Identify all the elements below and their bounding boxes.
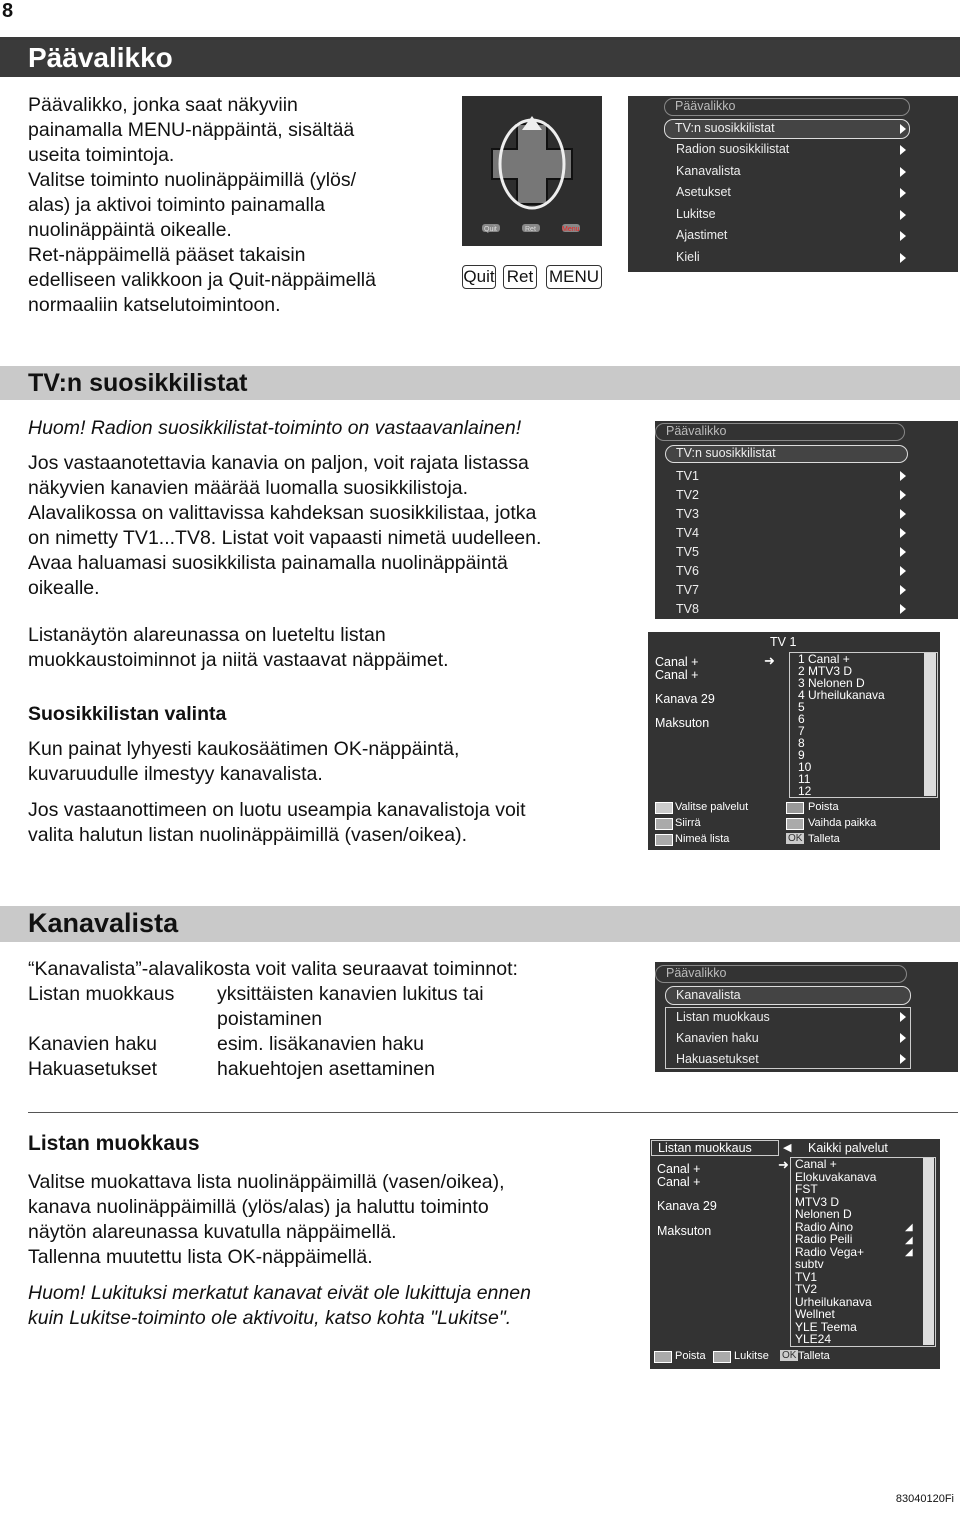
- text-line: Jos vastaanotettavia kanavia on paljon, voit rajata listassa: [28, 452, 529, 474]
- function-desc: esim. lisäkanavien haku: [217, 1033, 425, 1055]
- list-item[interactable]: YLE Teema: [795, 1319, 857, 1334]
- arrow-right-icon: [900, 528, 906, 538]
- key-label: Siirrä: [675, 817, 701, 829]
- main-menu-screen: [628, 96, 958, 272]
- note-text: Huom! Radion suosikkilistat-toiminto on vastaavanlainen!: [28, 417, 522, 439]
- text-line: kuin Lukitse-toiminto ole aktivoitu, katso kohta "Lukitse".: [28, 1307, 512, 1329]
- list-item[interactable]: 3 Nelonen D: [798, 676, 865, 690]
- function-row: [28, 1007, 638, 1032]
- red-key-icon: [786, 802, 804, 814]
- text-line: muokkaustoiminnot ja niitä vastaavat näppäimet.: [28, 649, 449, 671]
- list-item-tv3[interactable]: TV3: [676, 507, 699, 521]
- arrow-right-icon: [900, 1054, 906, 1064]
- arrow-right-key-icon: [655, 802, 673, 814]
- menu-sub-header: TV:n suosikkilistat: [665, 445, 908, 463]
- arrow-right-icon: [900, 124, 906, 134]
- text-line: alas) ja aktivoi toiminto painamalla: [28, 194, 325, 216]
- channel-list-box: [790, 1157, 936, 1347]
- key-label: Nimeä lista: [675, 833, 730, 845]
- green-key-icon: [655, 818, 673, 830]
- list-item[interactable]: 7: [798, 724, 805, 738]
- text-line: Listanäytön alareunassa on lueteltu listan: [28, 624, 386, 646]
- menu-item-lock[interactable]: Lukitse: [676, 207, 716, 221]
- section-header-paavalikko: [0, 37, 960, 77]
- text-line: Tallenna muutettu lista OK-näppäimellä.: [28, 1246, 373, 1268]
- list-item[interactable]: 9: [798, 748, 805, 762]
- list-item-tv7[interactable]: TV7: [676, 583, 699, 597]
- arrow-right-icon: [900, 566, 906, 576]
- list-item[interactable]: Urheilukanava: [795, 1294, 872, 1309]
- green-key-icon: [713, 1351, 731, 1363]
- left-title: Listan muokkaus: [658, 1141, 752, 1155]
- key-label: Talleta: [808, 833, 840, 845]
- channel-info: Canal +: [655, 668, 699, 682]
- function-row: [28, 1032, 638, 1057]
- menu-item-settings[interactable]: Asetukset: [676, 185, 731, 199]
- quit-button[interactable]: Quit: [462, 265, 496, 289]
- arrow-right-icon: ➜: [778, 1157, 789, 1172]
- function-table: [28, 982, 638, 1082]
- text-line: useita toimintoja.: [28, 144, 175, 166]
- key-label: Talleta: [798, 1350, 830, 1362]
- arrow-right-icon: [900, 509, 906, 519]
- arrow-right-icon: [900, 210, 906, 220]
- arrow-right-icon: [900, 167, 906, 177]
- speaker-icon: ◢: [905, 1247, 913, 1258]
- menu-button[interactable]: MENU: [546, 265, 602, 289]
- section-title: Kanavalista: [28, 908, 179, 938]
- list-item[interactable]: 8: [798, 736, 805, 750]
- blue-key-icon: [655, 834, 673, 846]
- arrow-right-icon: [900, 471, 906, 481]
- list-item-tv5[interactable]: TV5: [676, 545, 699, 559]
- text-line: Huom! Lukituksi merkatut kanavat eivät ole lukittuja ennen: [28, 1282, 531, 1304]
- text-line: Alavalikossa on valittavissa kahdeksan suosikkilistaa, jotka: [28, 502, 537, 524]
- description-text: [28, 1170, 648, 1270]
- section-title-edit-list: Listan muokkaus: [28, 1132, 200, 1155]
- text-line: näytön alareunassa kuvatulla näppäimellä.: [28, 1221, 397, 1243]
- list-item[interactable]: Radio Peili: [795, 1232, 853, 1246]
- text-line: Ret-näppäimellä pääset takaisin: [28, 244, 306, 266]
- speaker-icon: ◢: [905, 1222, 913, 1233]
- list-item[interactable]: Radio Vega+: [795, 1244, 865, 1259]
- text-line: Päävalikko, jonka saat näkyviin: [28, 94, 298, 116]
- list-title: TV 1: [770, 635, 797, 649]
- channel-info: Canal +: [657, 1175, 701, 1189]
- list-item[interactable]: Wellnet: [795, 1307, 835, 1321]
- text-line: näkyvien kanavien määrää luomalla suosikkilistoja.: [28, 477, 469, 499]
- scrollbar[interactable]: [923, 1158, 934, 1345]
- arrow-pad-icon: [462, 96, 602, 246]
- section-header-channel-list: [0, 906, 960, 942]
- key-label: Vaihda paikka: [808, 817, 877, 829]
- menu-item-channel-search[interactable]: Kanavien haku: [676, 1031, 759, 1045]
- arrow-right-icon: [900, 490, 906, 500]
- arrow-right-icon: [900, 188, 906, 198]
- key-label: Valitse palvelut: [675, 801, 749, 813]
- channel-info: Canal +: [655, 655, 699, 669]
- small-quit-label: Quit: [484, 226, 497, 233]
- channel-list-box: [789, 652, 938, 798]
- menu-item-radio-favourites[interactable]: Radion suosikkilistat: [676, 142, 790, 156]
- arrow-right-icon: [900, 585, 906, 595]
- yellow-key-icon: [786, 818, 804, 830]
- menu-item-channel-list[interactable]: Kanavalista: [676, 164, 741, 178]
- list-item[interactable]: 2 MTV3 D: [798, 664, 853, 678]
- text-line: Jos vastaanottimeen on luotu useampia kanavalistoja voit: [28, 799, 526, 821]
- channel-info: Maksuton: [655, 716, 710, 730]
- channel-info: Kanava 29: [655, 692, 715, 706]
- function-desc: poistaminen: [217, 1008, 323, 1030]
- text-line: painamalla MENU-näppäintä, sisältää: [28, 119, 355, 141]
- list-item-tv8[interactable]: TV8: [676, 602, 699, 616]
- radio-icons: [905, 1222, 913, 1260]
- page-number: 8: [2, 0, 14, 22]
- menu-item-timers[interactable]: Ajastimet: [676, 228, 728, 242]
- function-desc: yksittäisten kanavien lukitus tai: [217, 983, 484, 1005]
- document-code: 83040120Fi: [895, 1493, 954, 1505]
- scrollbar[interactable]: [924, 653, 936, 796]
- note-text: [28, 1281, 648, 1331]
- arrow-right-icon: [900, 547, 906, 557]
- small-ret-label: Ret: [525, 226, 536, 233]
- list-item[interactable]: subtv: [795, 1257, 824, 1271]
- text-line: oikealle.: [28, 577, 100, 599]
- arrow-right-icon: [900, 1012, 906, 1022]
- list-item[interactable]: 4 Urheilukanava: [798, 688, 885, 702]
- red-key-icon: [654, 1351, 672, 1363]
- intro-text: “Kanavalista”-alavalikosta voit valita seuraavat toiminnot:: [28, 958, 518, 980]
- divider: [28, 1112, 958, 1113]
- key-label: Lukitse: [734, 1350, 769, 1362]
- list-item[interactable]: 5: [798, 700, 805, 714]
- subheading: Suosikkilistan valinta: [28, 703, 227, 725]
- channel-info: Maksuton: [657, 1224, 712, 1238]
- arrow-right-icon: [900, 253, 906, 263]
- section-title: Päävalikko: [28, 42, 173, 73]
- list-item-tv4[interactable]: TV4: [676, 526, 699, 540]
- list-item-tv2[interactable]: TV2: [676, 488, 699, 502]
- menu-header: Päävalikko: [655, 965, 907, 983]
- channel-list-screen: [648, 632, 940, 850]
- arrow-left-icon: ◀: [783, 1142, 792, 1154]
- text-line: nuolinäppäintä oikealle.: [28, 219, 232, 241]
- list-item[interactable]: 10: [798, 760, 812, 774]
- description-text: [28, 737, 638, 787]
- right-title: Kaikki palvelut: [808, 1141, 888, 1155]
- channel-info: Canal +: [657, 1162, 701, 1176]
- list-item-tv6[interactable]: TV6: [676, 564, 699, 578]
- list-item[interactable]: TV2: [795, 1282, 818, 1296]
- function-term: Hakuasetukset: [28, 1058, 157, 1080]
- function-row: [28, 1057, 638, 1082]
- small-menu-label: Menu: [562, 226, 580, 233]
- list-item[interactable]: 1 Canal +: [798, 652, 850, 666]
- text-line: valita halutun listan nuolinäppäimillä (vasen/oikea).: [28, 824, 468, 846]
- description-text: [28, 623, 638, 673]
- text-line: Valitse muokattava lista nuolinäppäimillä (vasen/oikea),: [28, 1171, 505, 1193]
- list-item[interactable]: MTV3 D: [795, 1194, 840, 1209]
- list-item[interactable]: 6: [798, 712, 805, 726]
- function-desc: hakuehtojen asettaminen: [217, 1058, 435, 1080]
- ok-key-icon: OK: [782, 1350, 797, 1361]
- section-title: TV:n suosikkilistat: [28, 369, 248, 397]
- function-term: [28, 1007, 217, 1032]
- list-item[interactable]: TV1: [795, 1269, 818, 1284]
- edit-list-screen: [650, 1139, 940, 1369]
- function-row: [28, 982, 638, 1007]
- text-line: kanava nuolinäppäimillä (ylös/alas) ja haluttu toiminto: [28, 1196, 489, 1218]
- list-item[interactable]: 11: [798, 772, 811, 786]
- text-line: edelliseen valikkoon ja Quit-näppäimellä: [28, 269, 376, 291]
- channel-list-menu-screen: [655, 962, 958, 1072]
- list-item[interactable]: 12: [798, 784, 812, 798]
- function-term: Listan muokkaus: [28, 983, 175, 1005]
- ret-button[interactable]: Ret: [503, 265, 537, 289]
- description-text: [28, 798, 638, 848]
- key-label: Poista: [808, 801, 839, 813]
- text-line: Avaa haluamasi suosikkilista painamalla nuolinäppäintä: [28, 552, 508, 574]
- intro-text: [28, 93, 448, 318]
- speaker-icon: ◢: [905, 1234, 913, 1246]
- menu-item-search-settings[interactable]: Hakuasetukset: [676, 1052, 759, 1066]
- arrow-right-icon: [900, 231, 906, 241]
- list-item[interactable]: YLE24: [795, 1332, 832, 1346]
- list-item-tv1[interactable]: TV1: [676, 469, 699, 483]
- text-line: Valitse toiminto nuolinäppäimillä (ylös/: [28, 169, 357, 191]
- text-line: on nimetty TV1...TV8. Listat voit vapaasti nimetä uudelleen.: [28, 527, 542, 549]
- channels-column: [795, 1158, 876, 1346]
- menu-item-language[interactable]: Kieli: [676, 250, 700, 264]
- menu-item-edit-list[interactable]: Listan muokkaus: [676, 1010, 770, 1024]
- arrow-right-icon: [900, 145, 906, 155]
- text-line: normaaliin katselutoimintoon.: [28, 294, 281, 316]
- menu-item-tv-favourites[interactable]: TV:n suosikkilistat: [664, 119, 910, 139]
- key-label: Poista: [675, 1350, 706, 1362]
- list-item[interactable]: FST: [795, 1182, 818, 1196]
- text-line: Kun painat lyhyesti kaukosäätimen OK-näppäintä,: [28, 738, 460, 760]
- ok-key-icon: OK: [788, 833, 803, 844]
- menu-header: Päävalikko: [655, 423, 905, 441]
- remote-control-illustration: [462, 96, 602, 246]
- arrow-right-icon: ➜: [764, 653, 775, 668]
- text-line: kuvaruudulle ilmestyy kanavalista.: [28, 763, 323, 785]
- function-term: Kanavien haku: [28, 1033, 158, 1055]
- list-item[interactable]: Canal +: [795, 1157, 837, 1171]
- channels-column: [798, 653, 885, 797]
- section-header-tv-favourites: [0, 366, 960, 400]
- menu-sub-header: Kanavalista: [665, 986, 911, 1005]
- list-item[interactable]: Elokuvakanava: [795, 1169, 877, 1184]
- channel-info: Kanava 29: [657, 1199, 717, 1213]
- arrow-right-icon: [900, 1033, 906, 1043]
- menu-header: Päävalikko: [664, 98, 910, 116]
- arrow-right-icon: [900, 604, 906, 614]
- description-text: [28, 451, 638, 601]
- list-item[interactable]: Nelonen D: [795, 1207, 852, 1221]
- favourites-menu-screen: [655, 421, 958, 619]
- list-item[interactable]: Radio Aino: [795, 1219, 854, 1234]
